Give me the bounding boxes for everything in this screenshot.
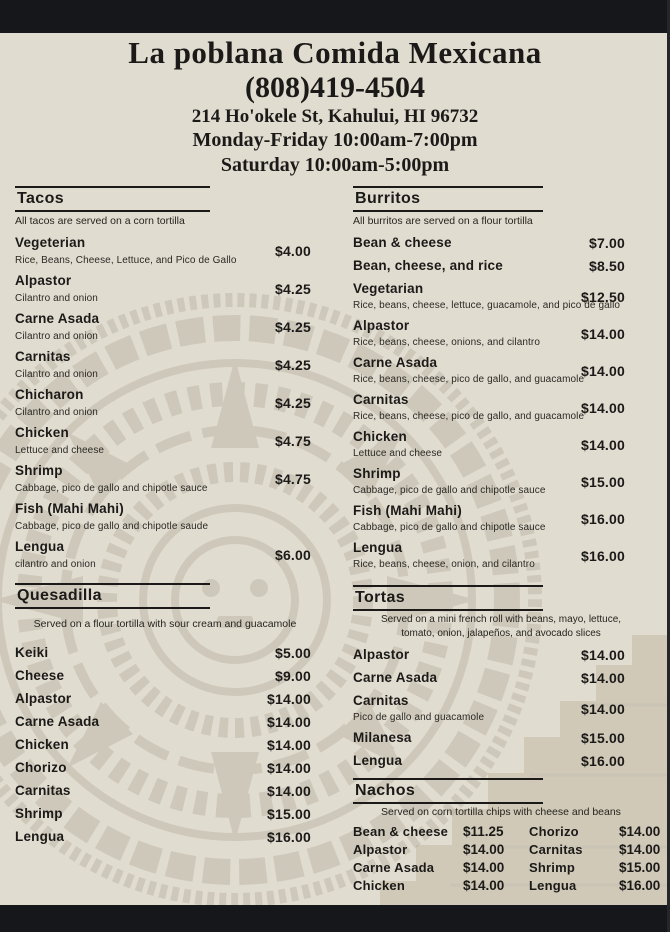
item-name: Carne Asada [353, 670, 438, 685]
item-description: Lettuce and cheese [353, 448, 443, 459]
item-price: $15.00 [266, 805, 311, 822]
item-price: $14.00 [266, 736, 311, 753]
item-price: $14.00 [580, 399, 625, 416]
menu-item-row [353, 464, 649, 499]
item-description: Cilantro and onion [15, 331, 98, 342]
item-name: Chicken [353, 429, 407, 444]
menu-item-row [353, 645, 649, 664]
item-description: Rice, beans, cheese, onions, and cilantro [353, 337, 540, 348]
item-price: $4.00 [274, 243, 311, 259]
item-description: Cabbage, pico de gallo and chipotle sauce [353, 485, 546, 496]
item-price: $16.00 [580, 547, 625, 564]
menu-item-row [15, 664, 315, 687]
bottom-black-bar [0, 905, 670, 932]
item-price: $14.00 [463, 842, 505, 857]
item-price: $16.00 [266, 828, 311, 845]
item-description: Cilantro and onion [15, 407, 98, 418]
item-description: Cilantro and onion [15, 293, 98, 304]
phone-number: (808)419-4504 [245, 71, 425, 104]
menu-item-row [15, 802, 315, 825]
item-price: $14.00 [580, 362, 625, 379]
item-name: Carnitas [353, 392, 409, 407]
menu-item-row [15, 687, 315, 710]
section-subtitle: All burritos are served on a flour tortilla [353, 215, 533, 227]
menu-item-row [15, 423, 315, 459]
menu-item-row [15, 733, 315, 756]
item-name: Alpastor [353, 318, 410, 333]
section-quesadilla [15, 583, 315, 848]
item-price: $4.25 [274, 357, 311, 373]
item-price: $16.00 [580, 752, 625, 769]
menu-item-row [15, 825, 315, 848]
section-nachos [353, 778, 661, 895]
item-name: Lengua [15, 829, 65, 844]
street-address: 214 Ho'okele St, Kahului, HI 96732 [191, 106, 479, 127]
section-title: Quesadilla [15, 583, 210, 609]
item-description: Rice, Beans, Cheese, Lettuce, and Pico de Gallo [15, 255, 237, 266]
menu-item-row [353, 501, 649, 536]
top-black-bar [0, 0, 670, 33]
item-price: $4.25 [274, 281, 311, 297]
section-subtitle: Served on a mini french roll with beans, mayo, lettuce, tomato, onion, jalapeños, and avocado slices [380, 614, 622, 639]
menu-item-row [353, 668, 649, 687]
item-name: Bean, cheese, and rice [353, 258, 503, 273]
item-name: Alpastor [353, 647, 410, 662]
item-description: Rice, beans, cheese, lettuce, guacamole, and pico de gallo [353, 300, 621, 311]
item-description: Cabbage, pico de gallo and chipotle sauce [353, 522, 546, 533]
section-subtitle: Served on a flour tortilla with sour cream and guacamole [33, 618, 297, 630]
section-title: Burritos [353, 186, 543, 212]
tortas-items [353, 645, 649, 770]
menu-item-row [15, 461, 315, 497]
item-price: $14.00 [266, 690, 311, 707]
item-price: $14.00 [580, 669, 625, 686]
item-price: $15.00 [580, 729, 625, 746]
item-name: Carne Asada [15, 311, 100, 326]
quesadilla-items [15, 641, 315, 848]
item-name: Carne Asada [353, 860, 435, 875]
item-name: Alpastor [353, 842, 408, 857]
section-tortas [353, 585, 649, 770]
item-name: Carne Asada [353, 355, 438, 370]
item-price: $14.00 [266, 759, 311, 776]
item-name: Chicken [353, 878, 405, 893]
item-name: Vegetarian [353, 281, 424, 296]
item-description: Pico de gallo and guacamole [353, 712, 485, 723]
nachos-grid [353, 823, 661, 895]
menu-item-row [353, 728, 649, 747]
item-name: Lengua [15, 539, 65, 554]
item-description: Cabbage, pico de gallo and chipotle saude [15, 521, 209, 532]
item-name: Carnitas [353, 693, 409, 708]
item-name: Carnitas [15, 349, 71, 364]
section-subtitle: All tacos are served on a corn tortilla [15, 215, 185, 227]
item-price: $4.25 [274, 319, 311, 335]
menu-item-row [15, 641, 315, 664]
menu-item-row [15, 309, 315, 345]
item-name: Fish (Mahi Mahi) [353, 503, 462, 518]
item-price: $16.00 [619, 878, 661, 893]
item-price: $14.00 [580, 700, 625, 717]
item-name: Chicharon [15, 387, 84, 402]
item-name: Chicken [15, 425, 69, 440]
menu-item-row [353, 538, 649, 573]
item-name: Fish (Mahi Mahi) [15, 501, 124, 516]
item-price: $9.00 [274, 667, 311, 684]
item-price: $16.00 [580, 510, 625, 527]
item-name: Vegeterian [15, 235, 86, 250]
item-price: $4.75 [274, 471, 311, 487]
section-burritos [353, 186, 649, 573]
hours-saturday: Saturday 10:00am-5:00pm [220, 154, 450, 176]
item-price: $14.00 [266, 713, 311, 730]
menu-item-row [353, 279, 649, 314]
item-name: Carne Asada [15, 714, 100, 729]
item-name: Chorizo [529, 824, 579, 839]
menu-item-row [15, 271, 315, 307]
item-price: $14.00 [619, 842, 661, 857]
item-price: $7.00 [588, 234, 625, 251]
menu-item-row [15, 499, 315, 535]
item-price: $14.00 [463, 878, 505, 893]
item-price: $14.00 [580, 436, 625, 453]
item-name: Shrimp [353, 466, 401, 481]
right-column [353, 186, 661, 895]
item-price: $11.25 [463, 824, 504, 839]
menu-item-row [353, 751, 649, 770]
item-name: Keiki [15, 645, 49, 660]
menu-item-row [353, 691, 649, 726]
burritos-items [353, 233, 649, 573]
item-price: $14.00 [266, 782, 311, 799]
item-price: $14.00 [463, 860, 505, 875]
item-price: $14.00 [619, 824, 661, 839]
item-price: $5.00 [274, 644, 311, 661]
item-price: $15.00 [580, 473, 625, 490]
item-price: $12.50 [580, 288, 625, 305]
item-name: Chorizo [15, 760, 67, 775]
tacos-items [15, 233, 315, 573]
item-description: Rice, beans, cheese, onion, and cilantro [353, 559, 535, 570]
menu-item-row [353, 353, 649, 388]
menu-item-row [353, 390, 649, 425]
item-description: Cilantro and onion [15, 369, 98, 380]
item-price: $6.00 [274, 547, 311, 563]
menu-item-row [353, 233, 649, 252]
item-price: $4.75 [274, 433, 311, 449]
item-name: Shrimp [529, 860, 575, 875]
menu-item-row [15, 537, 315, 573]
item-name: Cheese [15, 668, 65, 683]
section-subtitle: Served on corn tortilla chips with cheese and beans [381, 806, 621, 818]
item-name: Carnitas [529, 842, 583, 857]
item-name: Lengua [353, 540, 403, 555]
item-description: Rice, beans, cheese, pico de gallo, and guacamole [353, 411, 585, 422]
menu-header [0, 35, 670, 178]
item-name: Bean & cheese [353, 824, 449, 839]
item-name: Milanesa [353, 730, 412, 745]
item-price: $14.00 [580, 646, 625, 663]
section-title: Tortas [353, 585, 543, 611]
section-title: Tacos [15, 186, 210, 212]
menu-item-row [353, 427, 649, 462]
item-name: Alpastor [15, 273, 72, 288]
item-description: Cabbage, pico de gallo and chipotle sauce [15, 483, 208, 494]
item-name: Lengua [353, 753, 403, 768]
menu-item-row [15, 779, 315, 802]
section-tacos [15, 186, 315, 573]
item-name: Lengua [529, 878, 577, 893]
item-name: Shrimp [15, 806, 63, 821]
left-column [15, 186, 315, 848]
item-name: Alpastor [15, 691, 72, 706]
menu-item-row [15, 756, 315, 779]
item-name: Bean & cheese [353, 235, 452, 250]
item-description: Rice, beans, cheese, pico de gallo, and guacamole [353, 374, 585, 385]
item-name: Carnitas [15, 783, 71, 798]
restaurant-name: La poblana Comida Mexicana [128, 35, 542, 70]
item-name: Shrimp [15, 463, 63, 478]
item-name: Chicken [15, 737, 69, 752]
item-price: $8.50 [588, 257, 625, 274]
menu-item-row [15, 710, 315, 733]
menu-item-row [15, 233, 315, 269]
item-description: Lettuce and cheese [15, 445, 105, 456]
item-price: $4.25 [274, 395, 311, 411]
item-price: $14.00 [580, 325, 625, 342]
section-title: Nachos [353, 778, 543, 804]
item-description: cilantro and onion [15, 559, 96, 570]
menu-item-row [15, 347, 315, 383]
menu-item-row [15, 385, 315, 421]
hours-weekday: Monday-Friday 10:00am-7:00pm [192, 129, 478, 151]
menu-item-row [353, 316, 649, 351]
menu-item-row [353, 256, 649, 275]
item-price: $15.00 [619, 860, 661, 875]
